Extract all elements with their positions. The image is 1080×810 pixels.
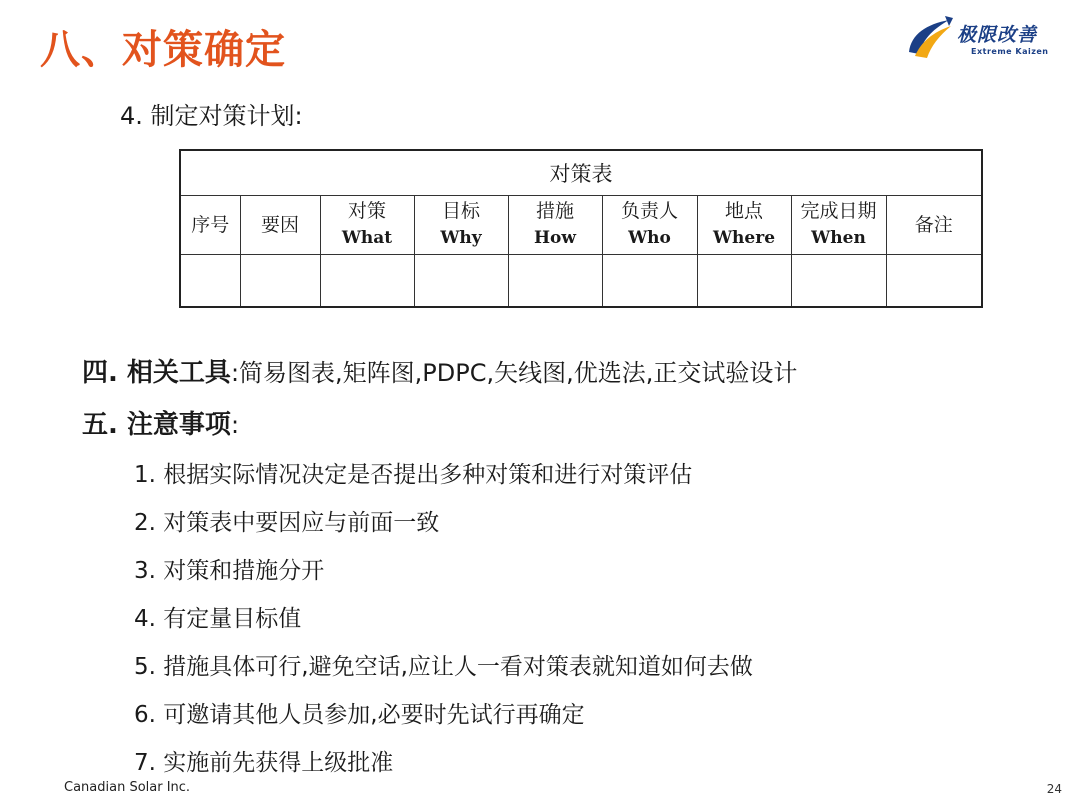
note-item: 4. 有定量目标值 [134, 606, 302, 632]
tools-section [82, 352, 797, 389]
notes-colon: : [230, 411, 240, 439]
plan-heading: 4. 制定对策计划: [120, 102, 303, 130]
table-cell [180, 255, 240, 308]
header-label-zh: 序号 [191, 213, 230, 236]
table-cell [602, 255, 697, 308]
note-item: 5. 措施具体可行,避免空话,应让人一看对策表就知道如何去做 [134, 654, 753, 680]
note-item: 7. 实施前先获得上级批准 [134, 750, 394, 776]
note-item: 1. 根据实际情况决定是否提出多种对策和进行对策评估 [134, 462, 693, 488]
logo-name: 极限改善 [957, 24, 1038, 46]
note-item: 6. 可邀请其他人员参加,必要时先试行再确定 [134, 702, 585, 728]
table-cell [414, 255, 508, 308]
header-label-zh: 完成日期 [800, 200, 877, 222]
header-label-zh: 对策 [347, 200, 386, 222]
header-label-zh: 要因 [260, 213, 299, 236]
table-cell [791, 255, 886, 308]
slide-title: 八、对策确定 [40, 27, 286, 73]
header-label-zh: 措施 [535, 200, 574, 222]
table-header-cell [320, 196, 414, 255]
header-label-zh: 目标 [441, 200, 480, 222]
countermeasure-table [179, 149, 983, 308]
header-label-zh: 负责人 [620, 200, 678, 222]
table-header-cell [414, 196, 508, 255]
table-header-cell [886, 196, 982, 255]
table-header-cell [508, 196, 602, 255]
header-label-zh: 备注 [914, 213, 953, 236]
footer-company: Canadian Solar Inc. [64, 780, 191, 795]
notes-section [82, 404, 239, 441]
table-cell [697, 255, 791, 308]
tools-text: :简易图表,矩阵图,PDPC,矢线图,优选法,正交试验设计 [230, 359, 798, 387]
table-row [180, 255, 982, 308]
page-number: 24 [1046, 782, 1062, 796]
notes-heading: 五. 注意事项 [82, 410, 231, 440]
header-label-en: Who [628, 228, 671, 248]
header-label-en: Where [712, 228, 776, 248]
table-header-cell [180, 196, 240, 255]
table-cell [320, 255, 414, 308]
header-label-en: Why [440, 228, 482, 248]
header-label-en: How [533, 228, 577, 248]
tools-heading: 四. 相关工具 [82, 358, 231, 388]
table-header-row [180, 196, 982, 255]
table-title: 对策表 [180, 150, 982, 196]
table-header-cell [602, 196, 697, 255]
logo-subtitle: Extreme Kaizen [971, 47, 1049, 56]
table-header-cell [697, 196, 791, 255]
note-item: 3. 对策和措施分开 [134, 558, 325, 584]
brand-logo [905, 12, 1065, 64]
table-header-cell [791, 196, 886, 255]
table-cell [240, 255, 320, 308]
note-item: 2. 对策表中要因应与前面一致 [134, 510, 440, 536]
table-cell [508, 255, 602, 308]
rocket-swoosh-icon [905, 14, 955, 60]
table-header-cell [240, 196, 320, 255]
header-label-en: When [811, 228, 866, 248]
header-label-en: What [341, 228, 393, 248]
header-label-zh: 地点 [724, 200, 763, 222]
table-cell [886, 255, 982, 308]
